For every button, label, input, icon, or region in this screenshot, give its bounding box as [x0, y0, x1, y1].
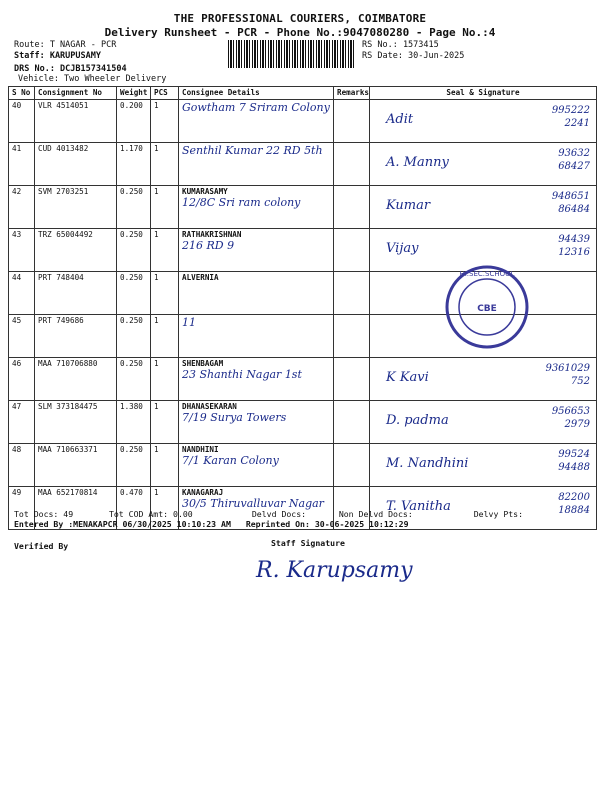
consignee-name: KUMARASAMY: [182, 187, 228, 196]
row-pcs: 1: [151, 444, 179, 487]
row-weight: 0.200: [117, 100, 151, 143]
row-consignment: CUD 4013482: [35, 143, 117, 186]
handwritten-address: Senthil Kumar 22 RD 5th: [182, 144, 323, 157]
row-consignment: SVM 2703251: [35, 186, 117, 229]
row-remarks: [334, 358, 370, 401]
row-weight: 0.250: [117, 315, 151, 358]
entry-line: [14, 519, 409, 529]
row-weight: 0.250: [117, 186, 151, 229]
consignee-name: SHENBAGAM: [182, 359, 224, 368]
row-sno: 40: [9, 100, 35, 143]
recipient-phone: 99524 94488: [558, 449, 590, 473]
row-pcs: 1: [151, 358, 179, 401]
row-consignment: MAA 710706880: [35, 358, 117, 401]
col-remarks: Remarks: [334, 87, 370, 100]
recipient-signature: D. padma: [386, 413, 449, 428]
row-pcs: 1: [151, 229, 179, 272]
row-remarks: [334, 315, 370, 358]
stamp-text: CBE: [477, 304, 497, 314]
row-consignee: [179, 100, 334, 143]
row-sno: 47: [9, 401, 35, 444]
row-consignment: PRT 749686: [35, 315, 117, 358]
row-consignment: VLR 4514051: [35, 100, 117, 143]
table-row: [9, 143, 597, 186]
recipient-signature: A. Manny: [386, 155, 449, 170]
col-consignment: Consignment No: [35, 87, 117, 100]
staff-label: Staff: KARUPUSAMY: [14, 51, 101, 61]
recipient-phone: 995222 2241: [551, 105, 590, 129]
row-pcs: 1: [151, 315, 179, 358]
handwritten-address: 7/19 Surya Towers: [182, 411, 287, 424]
handwritten-address: 11: [182, 316, 196, 329]
route-label: Route: T NAGAR - PCR: [14, 40, 117, 50]
row-remarks: [334, 186, 370, 229]
recipient-phone: 94439 12316: [558, 234, 590, 258]
row-consignee: [179, 272, 334, 315]
non-delvd-docs: Non Delvd Docs:: [338, 509, 413, 519]
row-pcs: 1: [151, 487, 179, 530]
row-seal: [370, 401, 597, 444]
row-weight: 0.250: [117, 444, 151, 487]
recipient-phone: 956653 2979: [551, 406, 590, 430]
row-remarks: [334, 100, 370, 143]
entered-by: Entered By :MENAKAPCR 06/30/2025 10:10:23 AM: [14, 519, 231, 529]
row-sno: 41: [9, 143, 35, 186]
col-seal: Seal & Signature: [370, 87, 597, 100]
rs-date: RS Date: 30-Jun-2025: [362, 51, 465, 61]
row-seal: [370, 186, 597, 229]
recipient-phone: 82200 18884: [558, 492, 590, 516]
row-sno: 46: [9, 358, 35, 401]
handwritten-address: 30/5 Thiruvalluvar Nagar: [182, 497, 324, 510]
col-weight: Weight: [117, 87, 151, 100]
runsheet-subtitle: Delivery Runsheet - PCR - Phone No.:9047080280 - Page No.:4: [104, 26, 496, 39]
table-row: [9, 358, 597, 401]
tot-docs: Tot Docs: 49: [14, 509, 74, 519]
handwritten-address: Gowtham 7 Sriram Colony: [182, 101, 330, 114]
barcode: [228, 40, 356, 68]
row-consignee: [179, 143, 334, 186]
row-remarks: [334, 272, 370, 315]
row-sno: 49: [9, 487, 35, 530]
company-title: THE PROFESSIONAL COURIERS, COIMBATORE: [173, 12, 427, 25]
col-pcs: PCS: [151, 87, 179, 100]
recipient-signature: Adit: [386, 112, 414, 127]
recipient-signature: K Kavi: [386, 370, 429, 385]
row-consignee: [179, 315, 334, 358]
row-consignee: [179, 358, 334, 401]
handwritten-address: 216 RD 9: [182, 239, 235, 252]
delvd-docs: Delvd Docs:: [251, 509, 307, 519]
school-stamp: [442, 262, 532, 352]
row-sno: 48: [9, 444, 35, 487]
totals-line: [14, 509, 523, 519]
recipient-signature: T. Vanitha: [386, 499, 451, 514]
staff-signature: R. Karupsamy: [256, 558, 413, 583]
recipient-phone: 948651 86484: [551, 191, 590, 215]
consignee-name: DHANASEKARAN: [182, 402, 237, 411]
row-remarks: [334, 444, 370, 487]
row-consignment: PRT 748404: [35, 272, 117, 315]
delvy-pts: Delvy Pts:: [473, 509, 524, 519]
row-pcs: 1: [151, 186, 179, 229]
recipient-signature: Vijay: [386, 241, 419, 256]
row-consignment: MAA 652170814: [35, 487, 117, 530]
row-seal: [370, 100, 597, 143]
col-consignee: Consignee Details: [179, 87, 334, 100]
tot-cod: Tot COD Amt: 0.00: [108, 509, 193, 519]
recipient-phone: 93632 68427: [558, 148, 590, 172]
row-pcs: 1: [151, 100, 179, 143]
row-consignment: TRZ 65004492: [35, 229, 117, 272]
reprinted-on: Reprinted On: 30-06-2025 10:12:29: [245, 519, 409, 529]
row-sno: 44: [9, 272, 35, 315]
row-consignment: MAA 710663371: [35, 444, 117, 487]
row-weight: 1.380: [117, 401, 151, 444]
consignee-name: RATHAKRISHNAN: [182, 230, 242, 239]
row-weight: 0.250: [117, 272, 151, 315]
row-weight: 0.470: [117, 487, 151, 530]
row-remarks: [334, 143, 370, 186]
row-sno: 45: [9, 315, 35, 358]
row-remarks: [334, 401, 370, 444]
row-consignment: SLM 373184475: [35, 401, 117, 444]
consignee-name: KANAGARAJ: [182, 488, 224, 497]
row-weight: 1.170: [117, 143, 151, 186]
table-row: [9, 401, 597, 444]
recipient-signature: M. Nandhini: [386, 456, 469, 471]
col-sno: S No: [9, 87, 35, 100]
handwritten-address: 7/1 Karan Colony: [182, 454, 279, 467]
row-seal: [370, 358, 597, 401]
row-weight: 0.250: [117, 358, 151, 401]
row-pcs: 1: [151, 272, 179, 315]
row-consignee: [179, 401, 334, 444]
row-pcs: 1: [151, 401, 179, 444]
row-remarks: [334, 229, 370, 272]
row-pcs: 1: [151, 143, 179, 186]
table-row: [9, 444, 597, 487]
consignee-name: ALVERNIA: [182, 273, 219, 282]
rs-number: RS No.: 1573415: [362, 40, 439, 50]
row-consignee: [179, 229, 334, 272]
recipient-phone: 9361029 752: [545, 363, 590, 387]
recipient-signature: Kumar: [386, 198, 431, 213]
stamp-ring-text: HI.SEC.SCHOOL: [459, 270, 515, 278]
row-seal: [370, 444, 597, 487]
row-weight: 0.250: [117, 229, 151, 272]
handwritten-address: 12/8C Sri ram colony: [182, 196, 301, 209]
row-sno: 42: [9, 186, 35, 229]
table-row: [9, 186, 597, 229]
row-sno: 43: [9, 229, 35, 272]
verified-by-label: Verified By: [14, 541, 69, 551]
table-header-row: [9, 87, 597, 100]
row-consignee: [179, 444, 334, 487]
handwritten-address: 23 Shanthi Nagar 1st: [182, 368, 302, 381]
drs-number: DRS No.: DCJB157341504: [14, 64, 127, 74]
row-consignee: [179, 186, 334, 229]
staff-signature-label: Staff Signature: [271, 538, 345, 548]
row-seal: [370, 143, 597, 186]
table-row: [9, 100, 597, 143]
consignee-name: NANDHINI: [182, 445, 219, 454]
vehicle-label: Vehicle: Two Wheeler Delivery: [18, 74, 167, 84]
